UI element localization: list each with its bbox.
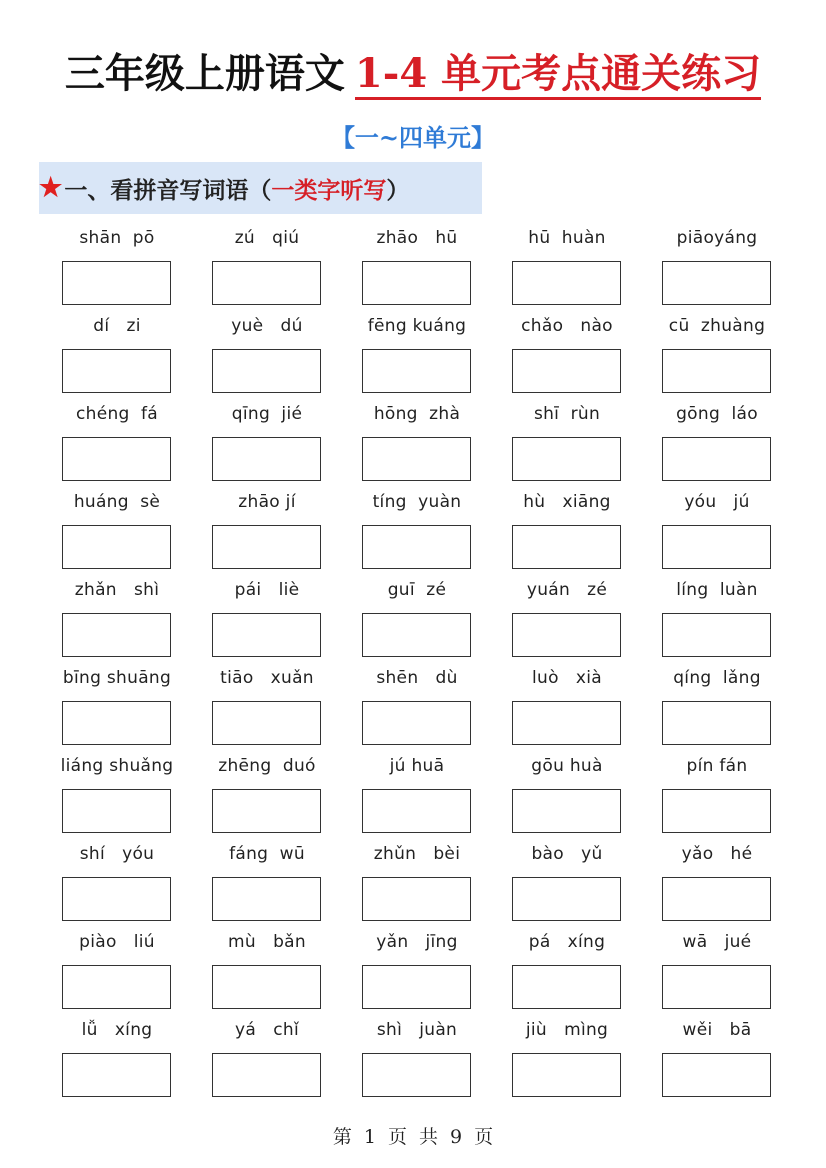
answer-box[interactable] <box>362 1053 471 1097</box>
pinyin-label: piào liú <box>79 932 155 952</box>
answer-box[interactable] <box>512 261 621 305</box>
word-cell <box>354 1018 504 1106</box>
answer-box[interactable] <box>512 965 621 1009</box>
word-cell <box>54 490 204 578</box>
word-cell <box>204 1018 354 1106</box>
word-cell <box>654 842 804 930</box>
answer-box[interactable] <box>512 349 621 393</box>
pinyin-label: hōng zhà <box>373 404 461 424</box>
word-cell <box>504 754 654 842</box>
pinyin-label: zú qiú <box>234 228 300 248</box>
section-heading <box>39 162 482 214</box>
answer-box[interactable] <box>662 613 771 657</box>
word-cell <box>54 1018 204 1106</box>
pinyin-label: zhǎn shì <box>74 580 160 600</box>
word-cell <box>204 842 354 930</box>
answer-box[interactable] <box>212 613 321 657</box>
word-cell <box>54 226 204 314</box>
answer-box[interactable] <box>62 965 171 1009</box>
pinyin-label: bào yǔ <box>531 844 603 864</box>
answer-box[interactable] <box>62 261 171 305</box>
answer-box[interactable] <box>62 701 171 745</box>
pinyin-label: yǎn jīng <box>376 932 458 952</box>
answer-box[interactable] <box>662 701 771 745</box>
word-cell <box>354 930 504 1018</box>
word-cell <box>204 402 354 490</box>
word-cell <box>204 930 354 1018</box>
answer-box[interactable] <box>62 789 171 833</box>
pinyin-label: qīng jié <box>231 404 303 424</box>
word-cell <box>204 490 354 578</box>
pinyin-label: fēng kuáng <box>367 316 467 336</box>
pinyin-label: liáng shuǎng <box>60 756 174 776</box>
title-main: 三年级上册语文 <box>64 50 345 97</box>
answer-box[interactable] <box>512 789 621 833</box>
word-cell <box>54 402 204 490</box>
section-label: 一、看拼音写词语（ <box>64 176 272 204</box>
pinyin-label: líng luàn <box>676 580 758 600</box>
pinyin-label: guī zé <box>387 580 447 600</box>
answer-box[interactable] <box>212 965 321 1009</box>
word-cell <box>654 578 804 666</box>
word-cell <box>654 666 804 754</box>
pinyin-label: zhēng duó <box>218 756 316 776</box>
answer-box[interactable] <box>212 437 321 481</box>
word-cell <box>504 578 654 666</box>
pinyin-label: bīng shuāng <box>62 668 172 688</box>
pinyin-label: piāoyáng <box>676 228 758 248</box>
answer-box[interactable] <box>362 349 471 393</box>
answer-box[interactable] <box>212 1053 321 1097</box>
pinyin-label: wā jué <box>682 932 752 952</box>
pinyin-label: shì juàn <box>376 1020 458 1040</box>
pinyin-label: luò xià <box>531 668 602 688</box>
word-cell <box>54 754 204 842</box>
word-cell <box>504 930 654 1018</box>
word-cell <box>354 490 504 578</box>
answer-box[interactable] <box>512 613 621 657</box>
answer-box[interactable] <box>362 437 471 481</box>
word-cell <box>54 578 204 666</box>
pinyin-label: mù bǎn <box>228 932 306 952</box>
pinyin-label: zhāo hū <box>376 228 458 248</box>
answer-box[interactable] <box>212 525 321 569</box>
answer-box[interactable] <box>62 877 171 921</box>
answer-box[interactable] <box>362 525 471 569</box>
pinyin-label: shí yóu <box>79 844 155 864</box>
pinyin-label: cū zhuàng <box>668 316 766 336</box>
pinyin-label: tiāo xuǎn <box>220 668 314 688</box>
pinyin-label: tíng yuàn <box>372 492 462 512</box>
word-cell <box>654 930 804 1018</box>
answer-box[interactable] <box>62 437 171 481</box>
pinyin-label: wěi bā <box>682 1020 752 1040</box>
word-cell <box>354 754 504 842</box>
pinyin-label: lǚ xíng <box>81 1020 153 1040</box>
pinyin-label: yǎo hé <box>681 844 753 864</box>
pinyin-label: chǎo nào <box>521 316 613 336</box>
answer-box[interactable] <box>512 525 621 569</box>
pinyin-label: pái liè <box>234 580 300 600</box>
pinyin-label: pín fán <box>686 756 748 776</box>
word-cell <box>354 314 504 402</box>
answer-box[interactable] <box>662 525 771 569</box>
pinyin-label: yá chǐ <box>235 1020 299 1040</box>
word-cell <box>504 666 654 754</box>
answer-box[interactable] <box>662 349 771 393</box>
pinyin-label: zhāo jí <box>238 492 296 512</box>
pinyin-label: pá xíng <box>528 932 606 952</box>
answer-box[interactable] <box>62 349 171 393</box>
answer-box[interactable] <box>662 1053 771 1097</box>
section-label-highlight: 一类字听写 <box>271 176 387 204</box>
word-cell <box>354 226 504 314</box>
answer-box[interactable] <box>362 613 471 657</box>
word-cell <box>654 314 804 402</box>
word-cell <box>204 578 354 666</box>
answer-box[interactable] <box>512 1053 621 1097</box>
word-cell <box>654 490 804 578</box>
answer-box[interactable] <box>212 261 321 305</box>
pinyin-label: gōng láo <box>676 404 758 424</box>
word-cell <box>654 1018 804 1106</box>
answer-box[interactable] <box>62 613 171 657</box>
answer-box[interactable] <box>62 525 171 569</box>
word-cell <box>504 402 654 490</box>
pinyin-label: dí zi <box>93 316 141 336</box>
answer-box[interactable] <box>362 789 471 833</box>
answer-box[interactable] <box>212 877 321 921</box>
pinyin-label: chéng fá <box>75 404 159 424</box>
answer-box[interactable] <box>362 965 471 1009</box>
word-cell <box>354 578 504 666</box>
word-cell <box>204 226 354 314</box>
pinyin-grid <box>54 226 784 1106</box>
word-cell <box>504 842 654 930</box>
answer-box[interactable] <box>512 701 621 745</box>
pinyin-label: yóu jú <box>684 492 750 512</box>
word-cell <box>354 842 504 930</box>
word-cell <box>54 314 204 402</box>
answer-box[interactable] <box>662 877 771 921</box>
section-label-close: ） <box>386 176 410 204</box>
answer-box[interactable] <box>662 789 771 833</box>
title-accent: 1-4 单元考点通关练习 <box>355 50 761 100</box>
answer-box[interactable] <box>662 965 771 1009</box>
unit-subtitle: 【一~四单元】 <box>330 123 496 152</box>
answer-box[interactable] <box>62 1053 171 1097</box>
pinyin-label: shēn dù <box>376 668 458 688</box>
pinyin-label: zhǔn bèi <box>373 844 461 864</box>
word-cell <box>204 754 354 842</box>
word-cell <box>654 402 804 490</box>
pinyin-label: jiù mìng <box>525 1020 609 1040</box>
word-cell <box>354 402 504 490</box>
word-cell <box>504 314 654 402</box>
word-cell <box>654 754 804 842</box>
word-cell <box>354 666 504 754</box>
answer-box[interactable] <box>212 701 321 745</box>
word-cell <box>54 842 204 930</box>
answer-box[interactable] <box>362 261 471 305</box>
answer-box[interactable] <box>512 437 621 481</box>
star-icon: ★ <box>39 173 63 203</box>
answer-box[interactable] <box>662 437 771 481</box>
answer-box[interactable] <box>662 261 771 305</box>
word-cell <box>54 666 204 754</box>
pinyin-label: fáng wū <box>229 844 305 864</box>
pinyin-label: hù xiāng <box>523 492 611 512</box>
word-cell <box>54 930 204 1018</box>
word-cell <box>654 226 804 314</box>
answer-box[interactable] <box>212 789 321 833</box>
pinyin-label: hū huàn <box>528 228 606 248</box>
answer-box[interactable] <box>362 701 471 745</box>
word-cell <box>504 490 654 578</box>
page-footer: 第 1 页 共 9 页 <box>332 1126 494 1148</box>
pinyin-label: shī rùn <box>533 404 601 424</box>
answer-box[interactable] <box>212 349 321 393</box>
answer-box[interactable] <box>362 877 471 921</box>
pinyin-label: gōu huà <box>531 756 603 776</box>
word-cell <box>504 226 654 314</box>
pinyin-label: yuán zé <box>526 580 608 600</box>
pinyin-label: shān pō <box>79 228 155 248</box>
pinyin-label: qíng lǎng <box>673 668 761 688</box>
word-cell <box>204 314 354 402</box>
pinyin-label: jú huā <box>389 756 445 776</box>
pinyin-label: yuè dú <box>231 316 303 336</box>
page-title <box>0 44 826 104</box>
word-cell <box>204 666 354 754</box>
word-cell <box>504 1018 654 1106</box>
answer-box[interactable] <box>512 877 621 921</box>
pinyin-label: huáng sè <box>73 492 161 512</box>
